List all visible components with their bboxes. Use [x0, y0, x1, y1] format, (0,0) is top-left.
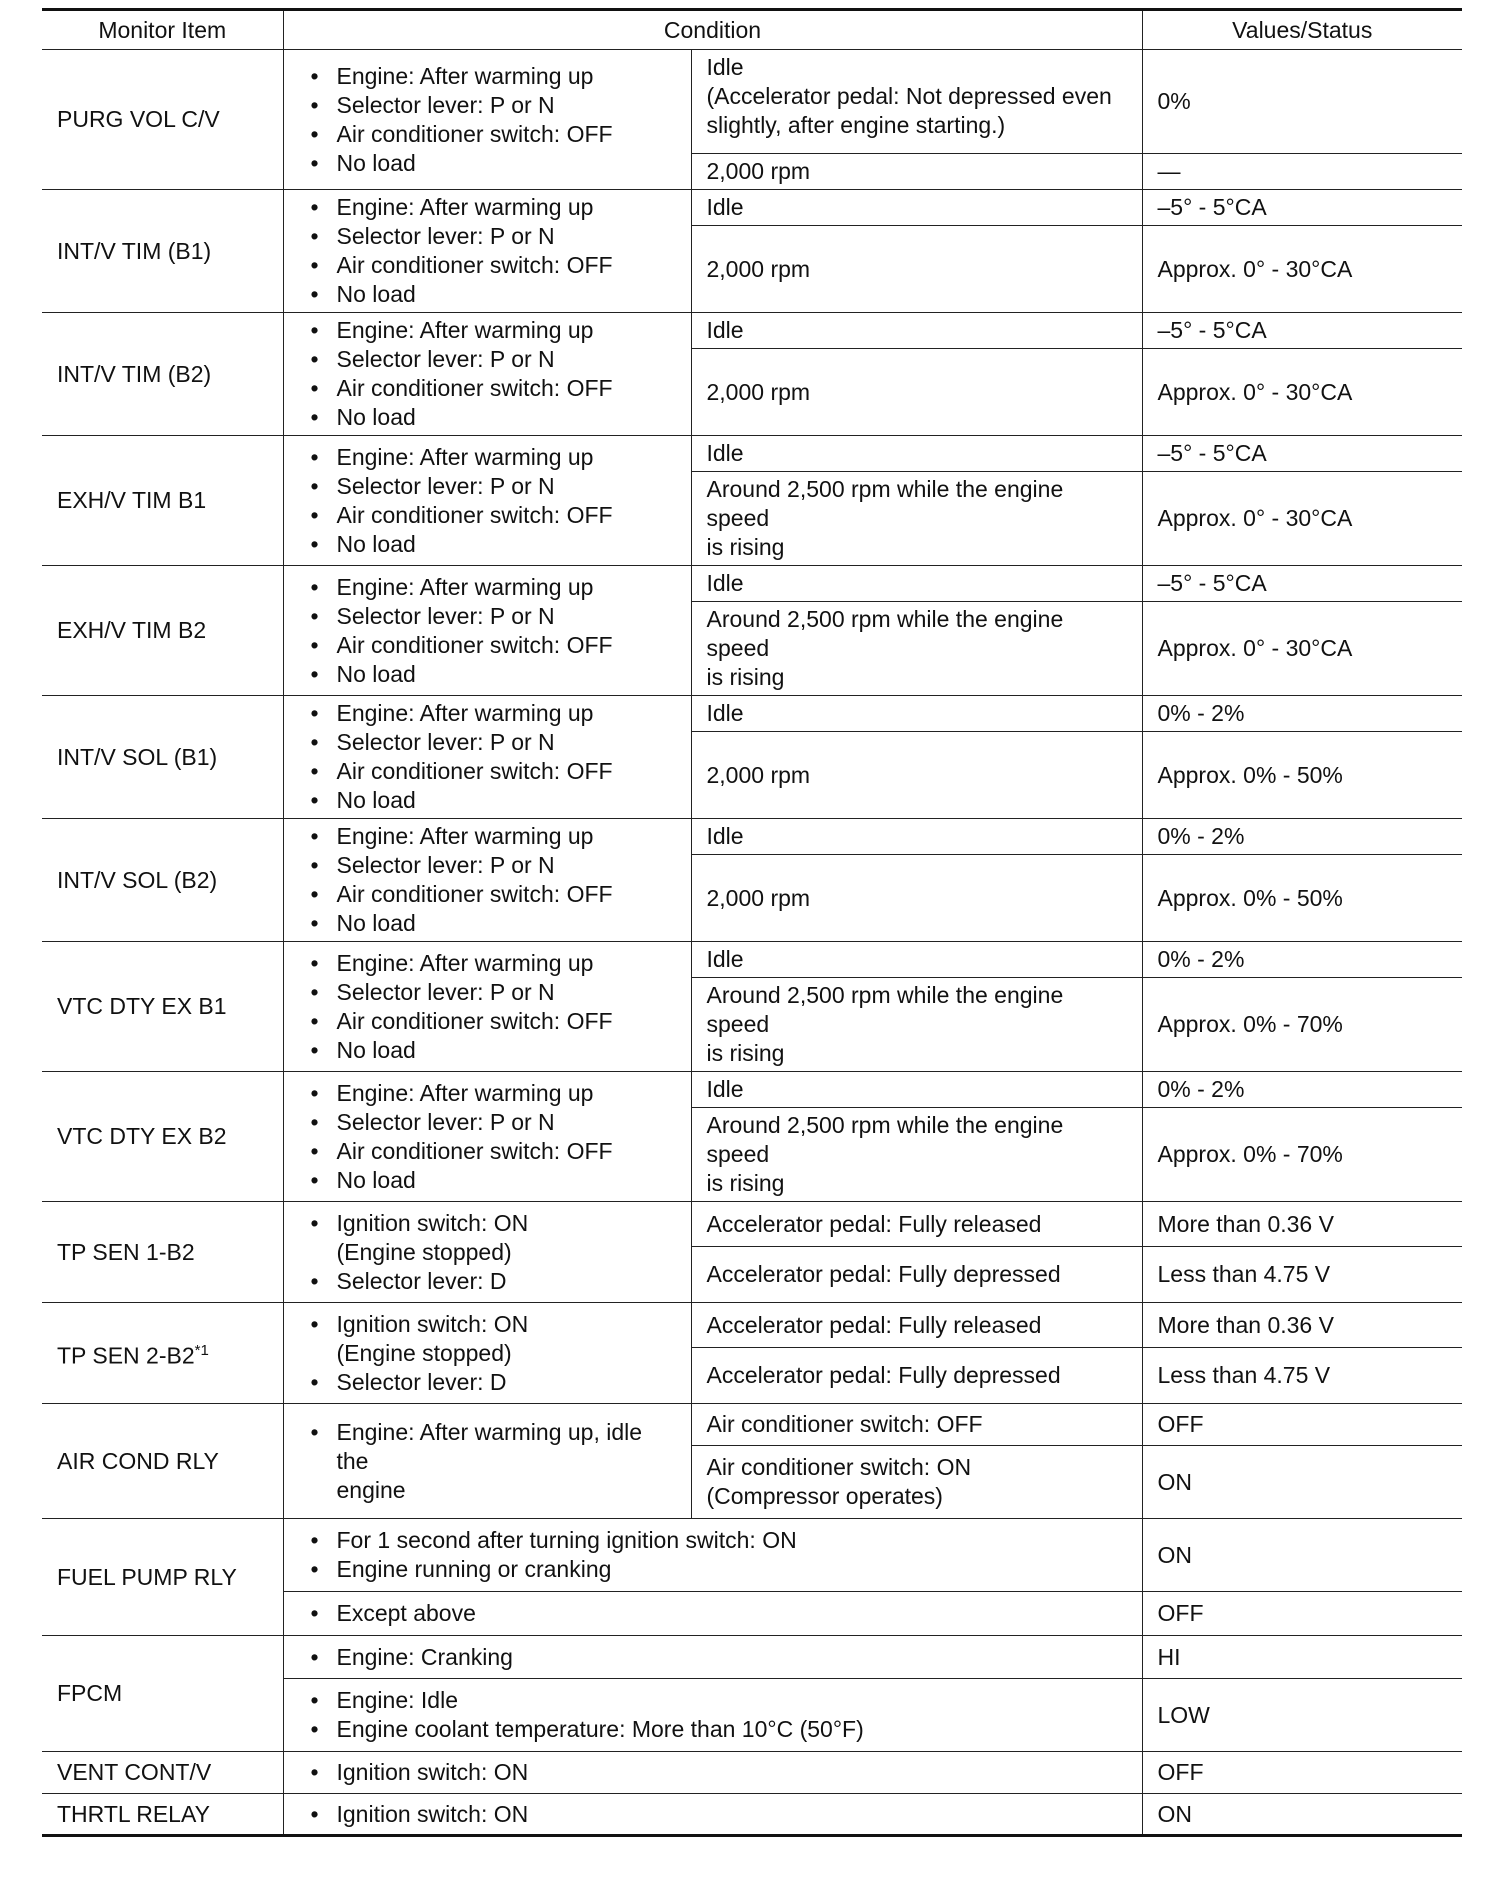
condition-cell	[283, 696, 691, 819]
header-values-status: Values/Status	[1142, 10, 1462, 50]
value-cell: 0% - 2%	[1142, 1072, 1462, 1108]
condition-list	[299, 949, 676, 1065]
condition-cell	[283, 313, 691, 436]
sub-condition	[691, 1446, 1142, 1519]
list-item: • Air conditioner switch: OFF	[299, 631, 676, 660]
value-cell: ON	[1142, 1519, 1462, 1592]
value-cell: Approx. 0° - 30°CA	[1142, 602, 1462, 696]
text-line: • Ignition switch: ON	[336, 1310, 529, 1337]
list-item: • Selector lever: P or N	[299, 91, 676, 120]
table-row	[42, 436, 1462, 472]
value-cell: Less than 4.75 V	[1142, 1247, 1462, 1303]
value-cell: 0% - 2%	[1142, 942, 1462, 978]
table-row	[42, 313, 1462, 349]
sub-condition	[691, 50, 1142, 154]
text-line: (Engine stopped)	[336, 1238, 512, 1265]
text-line: (Accelerator pedal: Not depressed even	[706, 83, 1112, 109]
list-item: • Air conditioner switch: OFF	[299, 120, 676, 149]
sub-condition: Accelerator pedal: Fully released	[691, 1202, 1142, 1247]
header-monitor-item: Monitor Item	[42, 10, 283, 50]
list-item: • Selector lever: D	[299, 1368, 676, 1397]
value-cell: More than 0.36 V	[1142, 1202, 1462, 1247]
value-cell: –5° - 5°CA	[1142, 313, 1462, 349]
text-line: • Engine: After warming up, idle the	[336, 1418, 643, 1474]
text-line: Around 2,500 rpm while the engine speed	[706, 476, 1064, 531]
list-item: • No load	[299, 1036, 676, 1065]
table-row	[42, 1794, 1462, 1836]
text-line: is rising	[706, 534, 785, 560]
monitor-item: INT/V SOL (B2)	[42, 819, 283, 942]
list-item: • Selector lever: P or N	[299, 978, 676, 1007]
condition-list	[299, 822, 676, 938]
spec-table-container	[42, 8, 1462, 1837]
value-cell: Approx. 0% - 70%	[1142, 978, 1462, 1072]
list-item	[299, 1209, 676, 1267]
condition-cell	[283, 1404, 691, 1519]
monitor-item: INT/V TIM (B2)	[42, 313, 283, 436]
condition-cell	[283, 1072, 691, 1202]
sub-condition: Accelerator pedal: Fully depressed	[691, 1247, 1142, 1303]
list-item: • Engine: After warming up	[299, 193, 676, 222]
condition-list	[299, 1686, 1127, 1744]
text-line: (Compressor operates)	[706, 1483, 943, 1509]
header-condition: Condition	[283, 10, 1142, 50]
table-row	[42, 1636, 1462, 1679]
list-item: • Air conditioner switch: OFF	[299, 501, 676, 530]
condition-list	[299, 62, 676, 178]
condition-list	[299, 1758, 1127, 1787]
sub-condition: 2,000 rpm	[691, 855, 1142, 942]
condition-cell	[283, 1679, 1142, 1752]
text-line: is rising	[706, 1040, 785, 1066]
text-line: engine	[336, 1476, 406, 1503]
condition-cell	[283, 50, 691, 190]
list-item: • Selector lever: P or N	[299, 472, 676, 501]
condition-cell	[283, 942, 691, 1072]
list-item: • No load	[299, 786, 676, 815]
list-item: • Air conditioner switch: OFF	[299, 1007, 676, 1036]
condition-cell	[283, 566, 691, 696]
list-item: • Engine: After warming up	[299, 1079, 676, 1108]
condition-cell	[283, 1636, 1142, 1679]
condition-cell	[283, 1303, 691, 1404]
condition-cell	[283, 190, 691, 313]
list-item	[299, 1310, 676, 1368]
value-cell: ON	[1142, 1794, 1462, 1836]
list-item: • Selector lever: P or N	[299, 345, 676, 374]
list-item: • Air conditioner switch: OFF	[299, 757, 676, 786]
condition-cell	[283, 1794, 1142, 1836]
table-row	[42, 1072, 1462, 1108]
monitor-item: AIR COND RLY	[42, 1404, 283, 1519]
sub-condition	[691, 978, 1142, 1072]
text-line: is rising	[706, 664, 785, 690]
monitor-item: INT/V SOL (B1)	[42, 696, 283, 819]
table-row	[42, 819, 1462, 855]
table-row	[42, 1303, 1462, 1348]
table-row	[42, 1519, 1462, 1592]
sub-condition	[691, 1108, 1142, 1202]
monitor-item: EXH/V TIM B1	[42, 436, 283, 566]
list-item: • Engine: After warming up	[299, 443, 676, 472]
condition-list	[299, 443, 676, 559]
list-item: • No load	[299, 149, 676, 178]
cosult-monitor-spec-table	[42, 8, 1462, 1837]
value-cell: Approx. 0° - 30°CA	[1142, 472, 1462, 566]
condition-list	[299, 1310, 676, 1397]
sub-condition: Idle	[691, 696, 1142, 732]
table-row	[42, 1404, 1462, 1446]
text-line: Idle	[706, 54, 744, 80]
list-item: • Air conditioner switch: OFF	[299, 1137, 676, 1166]
text-line: slightly, after engine starting.)	[706, 112, 1006, 138]
value-cell: Approx. 0% - 50%	[1142, 855, 1462, 942]
list-item	[299, 1418, 676, 1505]
value-cell: –5° - 5°CA	[1142, 436, 1462, 472]
condition-list	[299, 699, 676, 815]
sub-condition: 2,000 rpm	[691, 226, 1142, 313]
list-item: • For 1 second after turning ignition switch: ON	[299, 1526, 1127, 1555]
list-item: • Ignition switch: ON	[299, 1800, 1127, 1829]
sub-condition: Accelerator pedal: Fully released	[691, 1303, 1142, 1348]
list-item: • Engine: After warming up	[299, 62, 676, 91]
list-item: • Selector lever: P or N	[299, 222, 676, 251]
table-row	[42, 696, 1462, 732]
monitor-item: TP SEN 1-B2	[42, 1202, 283, 1303]
monitor-item-label: TP SEN 2-B2	[57, 1342, 195, 1369]
sub-condition: 2,000 rpm	[691, 349, 1142, 436]
value-cell: Approx. 0% - 50%	[1142, 732, 1462, 819]
table-row	[42, 1202, 1462, 1247]
value-cell: Approx. 0% - 70%	[1142, 1108, 1462, 1202]
value-cell: Less than 4.75 V	[1142, 1348, 1462, 1404]
list-item: • Selector lever: D	[299, 1267, 676, 1296]
condition-cell	[283, 1592, 1142, 1636]
condition-cell	[283, 1519, 1142, 1592]
value-cell: –5° - 5°CA	[1142, 566, 1462, 602]
table-row	[42, 942, 1462, 978]
condition-list	[299, 316, 676, 432]
value-cell: 0%	[1142, 50, 1462, 154]
list-item: • Engine: Idle	[299, 1686, 1127, 1715]
list-item: • Engine: After warming up	[299, 822, 676, 851]
condition-list	[299, 1599, 1127, 1628]
text-line: Around 2,500 rpm while the engine speed	[706, 606, 1064, 661]
list-item: • Ignition switch: ON	[299, 1758, 1127, 1787]
value-cell: OFF	[1142, 1752, 1462, 1794]
value-cell: 0% - 2%	[1142, 819, 1462, 855]
monitor-item: EXH/V TIM B2	[42, 566, 283, 696]
table-row	[42, 566, 1462, 602]
list-item: • No load	[299, 1166, 676, 1195]
value-cell: OFF	[1142, 1404, 1462, 1446]
sub-condition: Accelerator pedal: Fully depressed	[691, 1348, 1142, 1404]
text-line: Around 2,500 rpm while the engine speed	[706, 1112, 1064, 1167]
list-item: • No load	[299, 280, 676, 309]
list-item: • Selector lever: P or N	[299, 728, 676, 757]
value-cell: 0% - 2%	[1142, 696, 1462, 732]
text-line: is rising	[706, 1170, 785, 1196]
list-item: • Engine: After warming up	[299, 699, 676, 728]
list-item: • Air conditioner switch: OFF	[299, 251, 676, 280]
sub-condition: Idle	[691, 313, 1142, 349]
header-row	[42, 10, 1462, 50]
monitor-item: VTC DTY EX B2	[42, 1072, 283, 1202]
sub-condition	[691, 472, 1142, 566]
condition-list	[299, 1418, 676, 1505]
monitor-item: VENT CONT/V	[42, 1752, 283, 1794]
sub-condition: Air conditioner switch: OFF	[691, 1404, 1142, 1446]
monitor-item: FPCM	[42, 1636, 283, 1752]
condition-cell	[283, 1752, 1142, 1794]
value-cell: Approx. 0° - 30°CA	[1142, 349, 1462, 436]
monitor-item: PURG VOL C/V	[42, 50, 283, 190]
list-item: • Selector lever: P or N	[299, 602, 676, 631]
list-item: • Engine coolant temperature: More than 10°C (50°F)	[299, 1715, 1127, 1744]
sub-condition: 2,000 rpm	[691, 732, 1142, 819]
list-item: • Engine running or cranking	[299, 1555, 1127, 1584]
condition-list	[299, 193, 676, 309]
list-item: • No load	[299, 403, 676, 432]
list-item: • Engine: After warming up	[299, 949, 676, 978]
condition-cell	[283, 1202, 691, 1303]
sub-condition: Idle	[691, 436, 1142, 472]
list-item: • Selector lever: P or N	[299, 851, 676, 880]
footnote-marker: *1	[194, 1341, 209, 1359]
monitor-item: VTC DTY EX B1	[42, 942, 283, 1072]
condition-list	[299, 1643, 1127, 1672]
list-item: • Air conditioner switch: OFF	[299, 374, 676, 403]
condition-list	[299, 1800, 1127, 1829]
table-row	[42, 190, 1462, 226]
sub-condition: Idle	[691, 190, 1142, 226]
list-item: • Engine: After warming up	[299, 316, 676, 345]
value-cell: OFF	[1142, 1592, 1462, 1636]
monitor-item	[42, 1303, 283, 1404]
list-item: • Except above	[299, 1599, 1127, 1628]
monitor-item: THRTL RELAY	[42, 1794, 283, 1836]
sub-condition: Idle	[691, 566, 1142, 602]
value-cell: –5° - 5°CA	[1142, 190, 1462, 226]
condition-list	[299, 1209, 676, 1296]
table-row	[42, 1752, 1462, 1794]
table-row	[42, 50, 1462, 154]
sub-condition: Idle	[691, 1072, 1142, 1108]
list-item: • Engine: After warming up	[299, 573, 676, 602]
monitor-item: INT/V TIM (B1)	[42, 190, 283, 313]
condition-list	[299, 1079, 676, 1195]
condition-cell	[283, 819, 691, 942]
list-item: • Engine: Cranking	[299, 1643, 1127, 1672]
condition-list	[299, 573, 676, 689]
value-cell: LOW	[1142, 1679, 1462, 1752]
value-cell: More than 0.36 V	[1142, 1303, 1462, 1348]
condition-list	[299, 1526, 1127, 1584]
text-line: Air conditioner switch: ON	[706, 1454, 972, 1480]
text-line: Around 2,500 rpm while the engine speed	[706, 982, 1064, 1037]
text-line: (Engine stopped)	[336, 1339, 512, 1366]
list-item: • No load	[299, 909, 676, 938]
text-line: • Ignition switch: ON	[336, 1209, 529, 1236]
list-item: • No load	[299, 530, 676, 559]
value-cell: HI	[1142, 1636, 1462, 1679]
monitor-item: FUEL PUMP RLY	[42, 1519, 283, 1636]
sub-condition: 2,000 rpm	[691, 154, 1142, 190]
condition-cell	[283, 436, 691, 566]
list-item: • Selector lever: P or N	[299, 1108, 676, 1137]
sub-condition: Idle	[691, 819, 1142, 855]
value-cell: ON	[1142, 1446, 1462, 1519]
sub-condition	[691, 602, 1142, 696]
list-item: • No load	[299, 660, 676, 689]
sub-condition: Idle	[691, 942, 1142, 978]
value-cell: Approx. 0° - 30°CA	[1142, 226, 1462, 313]
list-item: • Air conditioner switch: OFF	[299, 880, 676, 909]
value-cell: —	[1142, 154, 1462, 190]
